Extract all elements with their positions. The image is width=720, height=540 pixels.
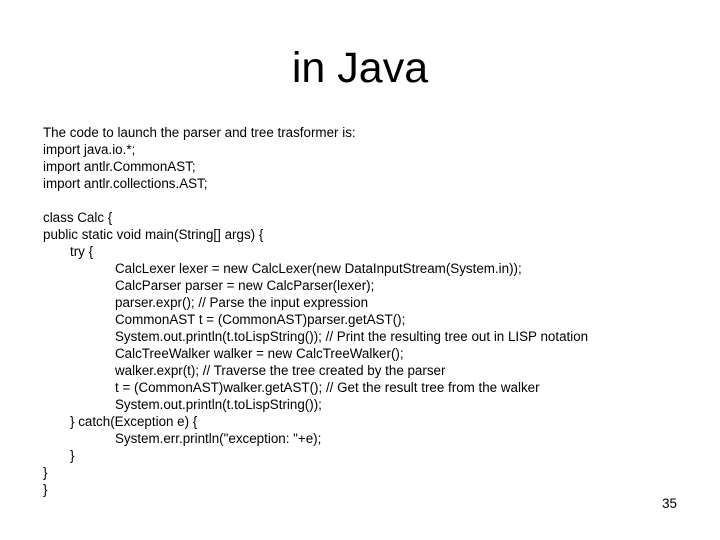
code-line: parser.expr(); // Parse the input expression: [115, 295, 369, 310]
slide-title: in Java: [291, 44, 429, 92]
code-line: t = (CommonAST)walker.getAST(); // Get the result tree from the walker: [115, 380, 540, 395]
code-line: CalcTreeWalker walker = new CalcTreeWalker();: [115, 346, 404, 361]
slide-body: [43, 124, 703, 498]
code-line: try {: [70, 244, 94, 259]
code-line: walker.expr(t); // Traverse the tree created by the parser: [115, 363, 446, 378]
code-line: System.out.println(t.toLispString()); // Print the resulting tree out in LISP notation: [115, 329, 589, 344]
import-line: import java.io.*;: [43, 142, 136, 157]
code-line: }: [43, 482, 48, 497]
code-line: }: [43, 465, 48, 480]
intro-text: The code to launch the parser and tree trasformer is:: [43, 125, 356, 140]
code-line: CalcLexer lexer = new CalcLexer(new DataInputStream(System.in));: [115, 261, 522, 276]
import-line: import antlr.collections.AST;: [43, 176, 208, 191]
code-line: class Calc {: [43, 210, 113, 225]
code-line: CalcParser parser = new CalcParser(lexer);: [115, 278, 375, 293]
code-line: CommonAST t = (CommonAST)parser.getAST();: [115, 312, 406, 327]
page-number: 35: [662, 496, 677, 511]
blank-line: [43, 192, 703, 209]
code-line: public static void main(String[] args) {: [43, 227, 264, 242]
code-line: } catch(Exception e) {: [70, 414, 198, 429]
code-line: }: [70, 448, 75, 463]
code-line: System.err.println("exception: "+e);: [115, 431, 322, 446]
code-line: System.out.println(t.toLispString());: [115, 397, 322, 412]
import-line: import antlr.CommonAST;: [43, 159, 196, 174]
code-block: [43, 209, 703, 498]
